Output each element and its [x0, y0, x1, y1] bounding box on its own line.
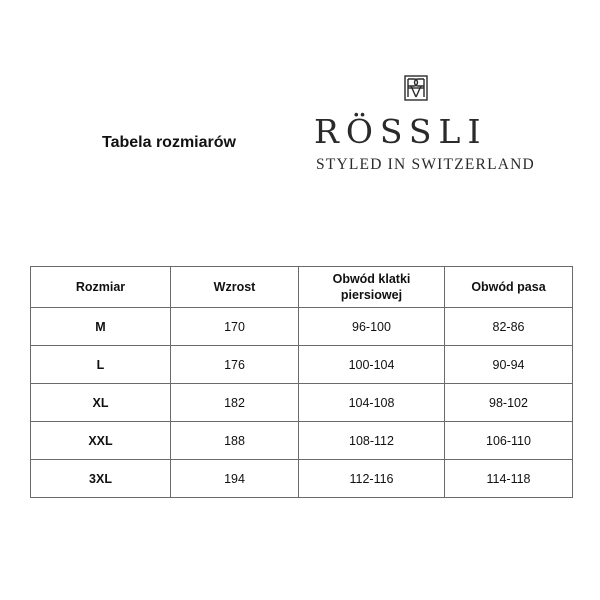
size-cell: L [31, 346, 171, 384]
size-cell: XL [31, 384, 171, 422]
size-cell: 3XL [31, 460, 171, 498]
chest-cell: 108-112 [299, 422, 445, 460]
waist-cell: 90-94 [445, 346, 573, 384]
height-cell: 170 [171, 308, 299, 346]
waist-cell: 106-110 [445, 422, 573, 460]
table-row [31, 460, 573, 498]
height-cell: 176 [171, 346, 299, 384]
header-height: Wzrost [171, 267, 299, 308]
size-cell: M [31, 308, 171, 346]
height-cell: 194 [171, 460, 299, 498]
waist-cell: 98-102 [445, 384, 573, 422]
table-header-row [31, 267, 573, 308]
header-waist: Obwód pasa [445, 267, 573, 308]
header-size: Rozmiar [31, 267, 171, 308]
rossli-monogram-icon [404, 75, 428, 101]
waist-cell: 82-86 [445, 308, 573, 346]
header-chest: Obwód klatki piersiowej [299, 267, 445, 308]
waist-cell: 114-118 [445, 460, 573, 498]
table-row [31, 384, 573, 422]
table-row [31, 308, 573, 346]
chest-cell: 96-100 [299, 308, 445, 346]
brand-logo [300, 72, 540, 182]
chest-cell: 104-108 [299, 384, 445, 422]
page-title: Tabela rozmiarów [102, 134, 236, 151]
table-row [31, 422, 573, 460]
height-cell: 182 [171, 384, 299, 422]
chest-cell: 112-116 [299, 460, 445, 498]
brand-tagline: STYLED IN SWITZERLAND [316, 156, 535, 173]
size-cell: XXL [31, 422, 171, 460]
chest-cell: 100-104 [299, 346, 445, 384]
table-row [31, 346, 573, 384]
brand-name: RÖSSLI [314, 112, 488, 151]
size-table [30, 266, 573, 498]
height-cell: 188 [171, 422, 299, 460]
